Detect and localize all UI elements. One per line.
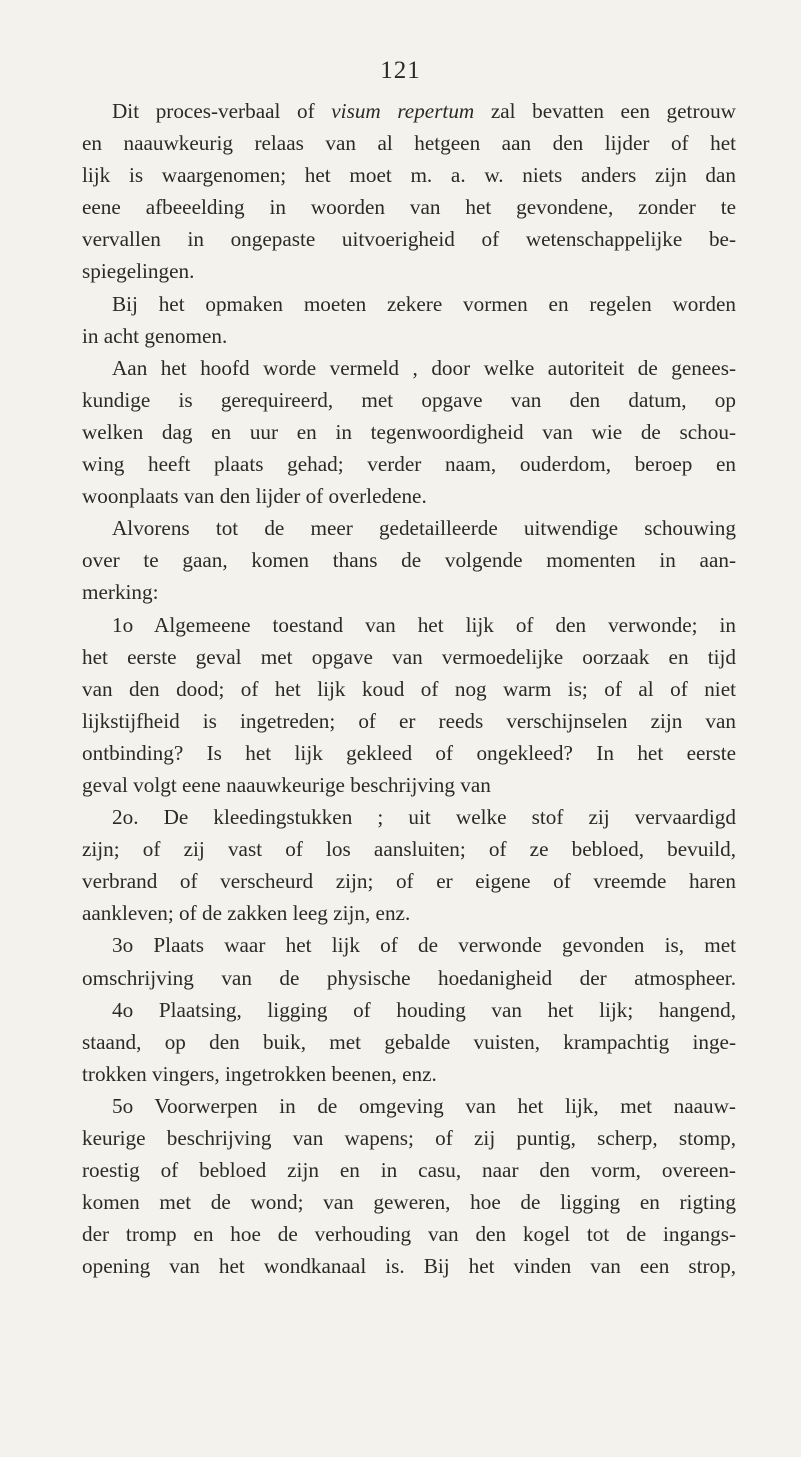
text-line: opening van het wondkanaal is. Bij het vinden van een strop, (82, 1254, 736, 1279)
text-line: der tromp en hoe de verhouding van den kogel tot de ingangs- (82, 1222, 736, 1247)
text-line: 5o Voorwerpen in de omgeving van het lijk, met naauw- (112, 1093, 736, 1118)
text-line: in acht genomen. (82, 323, 228, 348)
text-line: Alvorens tot de meer gedetailleerde uitwendige schouwing (112, 516, 736, 541)
text-line: 3o Plaats waar het lijk of de verwonde gevonden is, met (112, 933, 736, 958)
text-line: woonplaats van den lijder of overledene. (82, 484, 427, 509)
text-line: merking: (82, 580, 159, 605)
text-line: 1o Algemeene toestand van het lijk of den verwonde; in (112, 612, 736, 637)
text-line: 4o Plaatsing, ligging of houding van het lijk; hangend, (112, 997, 736, 1022)
text-line: verbrand of verscheurd zijn; of er eigene of vreemde haren (82, 869, 736, 894)
text-line: ontbinding? Is het lijk gekleed of ongekleed? In het eerste (82, 740, 736, 765)
text-line: over te gaan, komen thans de volgende momenten in aan- (82, 548, 736, 573)
text-line: 2o. De kleedingstukken ; uit welke stof zij vervaardigd (112, 805, 736, 830)
text-line: lijkstijfheid is ingetreden; of er reeds verschijnselen zijn van (82, 708, 736, 733)
text-line: Bij het opmaken moeten zekere vormen en regelen worden (112, 291, 736, 316)
text-line: komen met de wond; van geweren, hoe de ligging en rigting (82, 1190, 736, 1215)
text-line: eene afbeeelding in woorden van het gevondene, zonder te (82, 195, 736, 220)
text-line: Aan het hoofd worde vermeld , door welke autoriteit de genees- (112, 355, 736, 380)
text-line: kundige is gerequireerd, met opgave van den datum, op (82, 387, 736, 412)
text-line: spiegelingen. (82, 259, 195, 284)
text-line: en naauwkeurig relaas van al hetgeen aan den lijder of het (82, 131, 736, 156)
text-line: vervallen in ongepaste uitvoerigheid of wetenschappelijke be- (82, 227, 736, 252)
text-line: Dit proces-verbaal of visum repertum zal bevatten een getrouw (112, 99, 736, 123)
text-line: omschrijving van de physische hoedanigheid der atmospheer. (82, 965, 736, 990)
text-line: zijn; of zij vast of los aansluiten; of ze bebloed, bevuild, (82, 837, 736, 862)
latin-term: visum repertum (331, 99, 475, 123)
text-line: keurige beschrijving van wapens; of zij puntig, scherp, stomp, (82, 1126, 736, 1150)
text-line: het eerste geval met opgave van vermoedelijke oorzaak en tijd (82, 644, 736, 669)
text-line: roestig of bebloed zijn en in casu, naar den vorm, overeen- (82, 1158, 736, 1183)
text-line: wing heeft plaats gehad; verder naam, ouderdom, beroep en (82, 452, 736, 477)
page-number: 121 (380, 57, 421, 84)
text-line: staand, op den buik, met gebalde vuisten, krampachtig inge- (82, 1029, 736, 1054)
text-line: van den dood; of het lijk koud of nog warm is; of al of niet (82, 676, 736, 701)
text-line: trokken vingers, ingetrokken beenen, enz. (82, 1061, 437, 1086)
text-line: lijk is waargenomen; het moet m. a. w. niets anders zijn dan (82, 163, 736, 188)
body-text (82, 95, 736, 1282)
text-line: aankleven; of de zakken leeg zijn, enz. (82, 901, 411, 926)
text-line: geval volgt eene naauwkeurige beschrijving van (82, 772, 491, 797)
text-line: welken dag en uur en in tegenwoordigheid van wie de schou- (82, 419, 736, 444)
